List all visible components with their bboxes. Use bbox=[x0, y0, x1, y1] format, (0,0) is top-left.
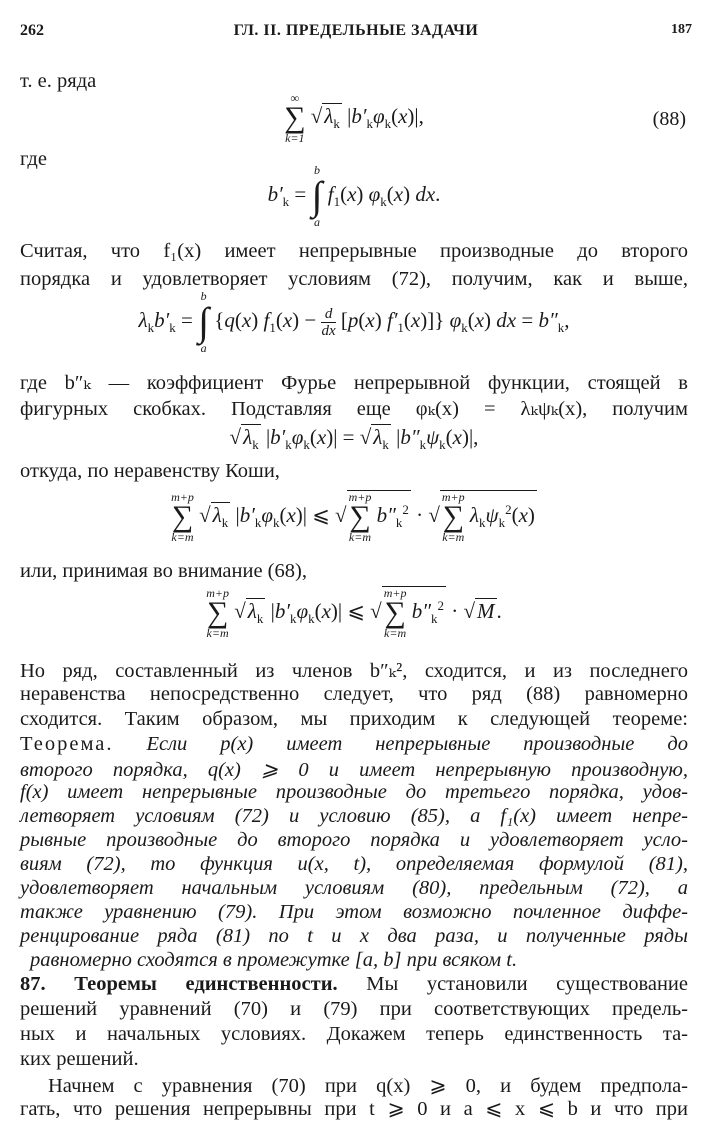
text-line: или, принимая во внимание (68), bbox=[20, 560, 307, 582]
theorem-line: ренцирование ряда (81) по t и x два раза, и полученные ряды bbox=[20, 925, 688, 947]
theorem-line: удовлетворяет начальным условиям (80), предельным (72), а bbox=[20, 877, 688, 899]
text-line: решений уравнений (70) и (79) при соответствующих предель- bbox=[20, 998, 688, 1020]
theorem-line: летворяет условиям (72) и условию (85), а f₁(x) имеет непре- bbox=[20, 805, 688, 827]
sum-symbol: ∞ ∑ k=1 bbox=[284, 91, 306, 145]
page-number: 262 bbox=[20, 22, 44, 39]
equation-final-bound: m+p ∑ k=m $√\lambda_k$ $|b'_k\varphi_k(x)|$ ⩽ √ m+p ∑ k=m $b''_k^2 \cdot √M$. bbox=[206, 586, 502, 640]
theorem-line: виям (72), то функция u(x, t), определяемая формулой (81), bbox=[20, 853, 688, 875]
equation-lambda-bk: $\lambda_kb'_k$ = b ∫ a {q(x) $f_1(x)$ − $\frac{d}{dx}$ [p(x) $f'_1(x)$]} $\varphi_k(x)$ dx = $b''_k$, bbox=[138, 289, 570, 355]
section-heading-line: 87. Теоремы единственности. Мы установили существование bbox=[20, 973, 688, 995]
derivative-fraction: $\frac{d}{dx}$ bbox=[321, 305, 336, 339]
theorem-line: f(x) имеет непрерывные производные до третьего порядка, удов- bbox=[20, 781, 688, 803]
theorem-line: равномерно сходятся в промежутке [a, b] при всяком t. bbox=[30, 949, 518, 971]
text-line: где bbox=[20, 148, 47, 170]
sum-symbol: m+p ∑ k=m bbox=[171, 490, 194, 544]
theorem-line: второго порядка, q(x) ⩾ 0 и имеет непрерывную производную, bbox=[20, 759, 688, 781]
sum-symbol: m+p ∑ k=m bbox=[206, 586, 229, 640]
chapter-title: ГЛ. II. ПРЕДЕЛЬНЫЕ ЗАДАЧИ bbox=[233, 22, 479, 39]
corner-mark: 187 bbox=[671, 22, 692, 37]
text-line: ких решений. bbox=[20, 1048, 139, 1070]
text-line: где b″ₖ — коэффициент Фурье непрерывной функции, стоящей в bbox=[20, 372, 688, 394]
equation-sqrt-lambda: $√\lambda_k$ $|b'_k\varphi_k(x)| = √\lambda_k$ $|b''_k\psi_k(x)|$, bbox=[229, 425, 479, 453]
text-line: откуда, по неравенству Коши, bbox=[20, 460, 280, 482]
text-line: т. е. ряда bbox=[20, 70, 97, 92]
running-header bbox=[20, 22, 692, 48]
theorem-label: Теорема. bbox=[20, 733, 114, 755]
text-line: неравенства непосредственно следует, что ряд (88) равномерно bbox=[20, 683, 688, 705]
equation-cauchy: m+p ∑ k=m $√\lambda_k$ $|b'_k\varphi_k(x)|$ ⩽ √ m+p ∑ k=m $b''_k^2$ · √ m+p ∑ k=m $\lambda_k\psi_k^2(x)$ bbox=[171, 490, 535, 544]
equation-tag: (88) bbox=[652, 108, 686, 130]
text-line: ных и начальных условиях. Докажем теперь единственность та- bbox=[20, 1023, 688, 1045]
text-line: Начнем с уравнения (70) при q(x) ⩾ 0, и будем предпола- bbox=[48, 1075, 688, 1097]
text-line: порядка и удовлетворяет условиям (72), получим, как и выше, bbox=[20, 268, 688, 290]
equation-88: ∞ ∑ k=1 $√\lambda_k$ $|b'_k\varphi_k(x)|$, bbox=[284, 91, 424, 145]
integral-symbol: b ∫ a bbox=[311, 163, 323, 229]
theorem-line: также уравнению (79). При этом возможно почленное диффе- bbox=[20, 901, 688, 923]
text-line-cut: гать, что решения непрерывны при t ⩾ 0 и a ⩽ x ⩽ b и что при bbox=[20, 1098, 688, 1120]
theorem-line: рывные производные до второго порядка и удовлетворяет усло- bbox=[20, 829, 688, 851]
text-line: Считая, что f₁(x) имеет непрерывные производные до второго bbox=[20, 240, 688, 262]
integral-symbol: b ∫ a bbox=[198, 289, 210, 355]
text-line: фигурных скобках. Подставляя еще φₖ(x) = λₖψₖ(x), получим bbox=[20, 398, 688, 420]
theorem-line: Теорема. Если p(x) имеет непрерывные производные до bbox=[20, 733, 688, 755]
section-title: 87. Теоремы единственности. bbox=[20, 973, 338, 995]
text-line: Но ряд, составленный из членов b″ₖ², сходится, и из последнего bbox=[20, 660, 688, 682]
equation-bk: $b'_k$ = b ∫ a $f_1(x)$ $\varphi_k(x)$ dx. bbox=[267, 163, 441, 229]
text-line: сходится. Таким образом, мы приходим к следующей теореме: bbox=[20, 708, 688, 730]
